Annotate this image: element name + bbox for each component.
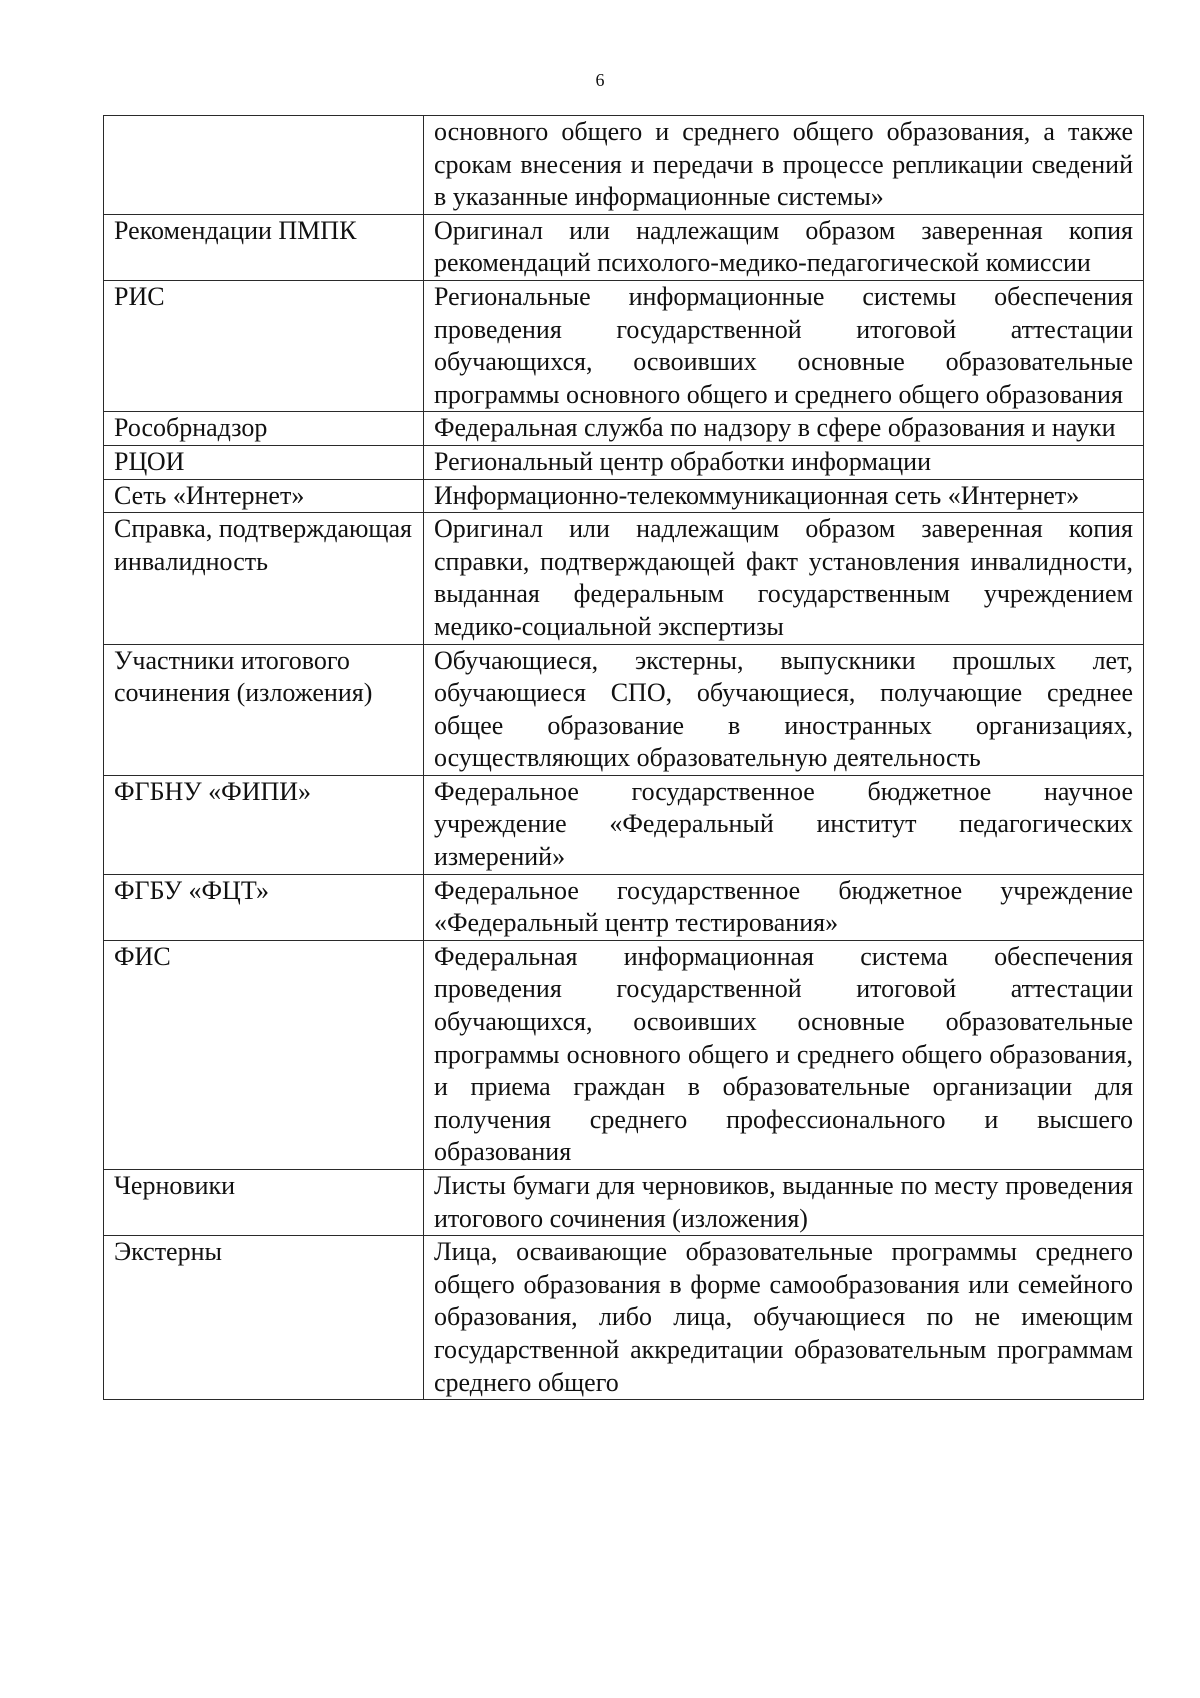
table-row	[104, 775, 1144, 874]
term-cell: Рекомендации ПМПК	[104, 214, 424, 280]
term-cell: РИС	[104, 280, 424, 411]
definition-cell: Лица, осваивающие образовательные программы среднего общего образования в форме самообразования или семейного образования, либо лица, обучающиеся по не имеющим государственной аккредитации образовательным программам среднего общего	[424, 1236, 1144, 1400]
term-cell: Экстерны	[104, 1236, 424, 1400]
table-row	[104, 1170, 1144, 1236]
glossary-table	[103, 115, 1144, 1400]
definition-cell: Информационно-телекоммуникационная сеть «Интернет»	[424, 479, 1144, 513]
table-row	[104, 479, 1144, 513]
table-row	[104, 1236, 1144, 1400]
table-row	[104, 280, 1144, 411]
table-row	[104, 412, 1144, 446]
term-cell: Сеть «Интернет»	[104, 479, 424, 513]
term-cell: Участники итогового сочинения (изложения)	[104, 644, 424, 775]
table-row	[104, 644, 1144, 775]
definition-cell: Региональный центр обработки информации	[424, 445, 1144, 479]
definition-cell: Оригинал или надлежащим образом заверенная копия рекомендаций психолого-медико-педагогической комиссии	[424, 214, 1144, 280]
definition-cell: Федеральное государственное бюджетное учреждение «Федеральный центр тестирования»	[424, 874, 1144, 940]
page-number: 6	[595, 70, 605, 90]
table-row	[104, 513, 1144, 644]
definition-cell: Федеральная информационная система обеспечения проведения государственной итоговой аттестации обучающихся, освоивших основные образовательные программы основного общего и среднего общего образования, и приема граждан в образовательные организации для получения среднего профессионального и высшего образования	[424, 940, 1144, 1169]
definition-cell: Оригинал или надлежащим образом заверенная копия справки, подтверждающей факт установления инвалидности, выданная федеральным государственным учреждением медико-социальной экспертизы	[424, 513, 1144, 644]
term-cell: Справка, подтверждающая инвалидность	[104, 513, 424, 644]
term-cell: РЦОИ	[104, 445, 424, 479]
term-cell: ФГБНУ «ФИПИ»	[104, 775, 424, 874]
table-row	[104, 874, 1144, 940]
table-row	[104, 445, 1144, 479]
term-cell: Черновики	[104, 1170, 424, 1236]
term-cell	[104, 116, 424, 215]
definition-cell: Федеральная служба по надзору в сфере образования и науки	[424, 412, 1144, 446]
term-cell: ФГБУ «ФЦТ»	[104, 874, 424, 940]
definition-cell: Обучающиеся, экстерны, выпускники прошлых лет, обучающиеся СПО, обучающиеся, получающие среднее общее образование в иностранных организациях, осуществляющих образовательную деятельность	[424, 644, 1144, 775]
table-row	[104, 214, 1144, 280]
table-row	[104, 940, 1144, 1169]
term-cell: Рособрнадзор	[104, 412, 424, 446]
definition-cell: Федеральное государственное бюджетное научное учреждение «Федеральный институт педагогических измерений»	[424, 775, 1144, 874]
term-cell: ФИС	[104, 940, 424, 1169]
definition-cell: Региональные информационные системы обеспечения проведения государственной итоговой аттестации обучающихся, освоивших основные образовательные программы основного общего и среднего общего образования	[424, 280, 1144, 411]
table-row	[104, 116, 1144, 215]
definition-cell: основного общего и среднего общего образования, а также срокам внесения и передачи в процессе репликации сведений в указанные информационные системы»	[424, 116, 1144, 215]
definition-cell: Листы бумаги для черновиков, выданные по месту проведения итогового сочинения (изложения)	[424, 1170, 1144, 1236]
